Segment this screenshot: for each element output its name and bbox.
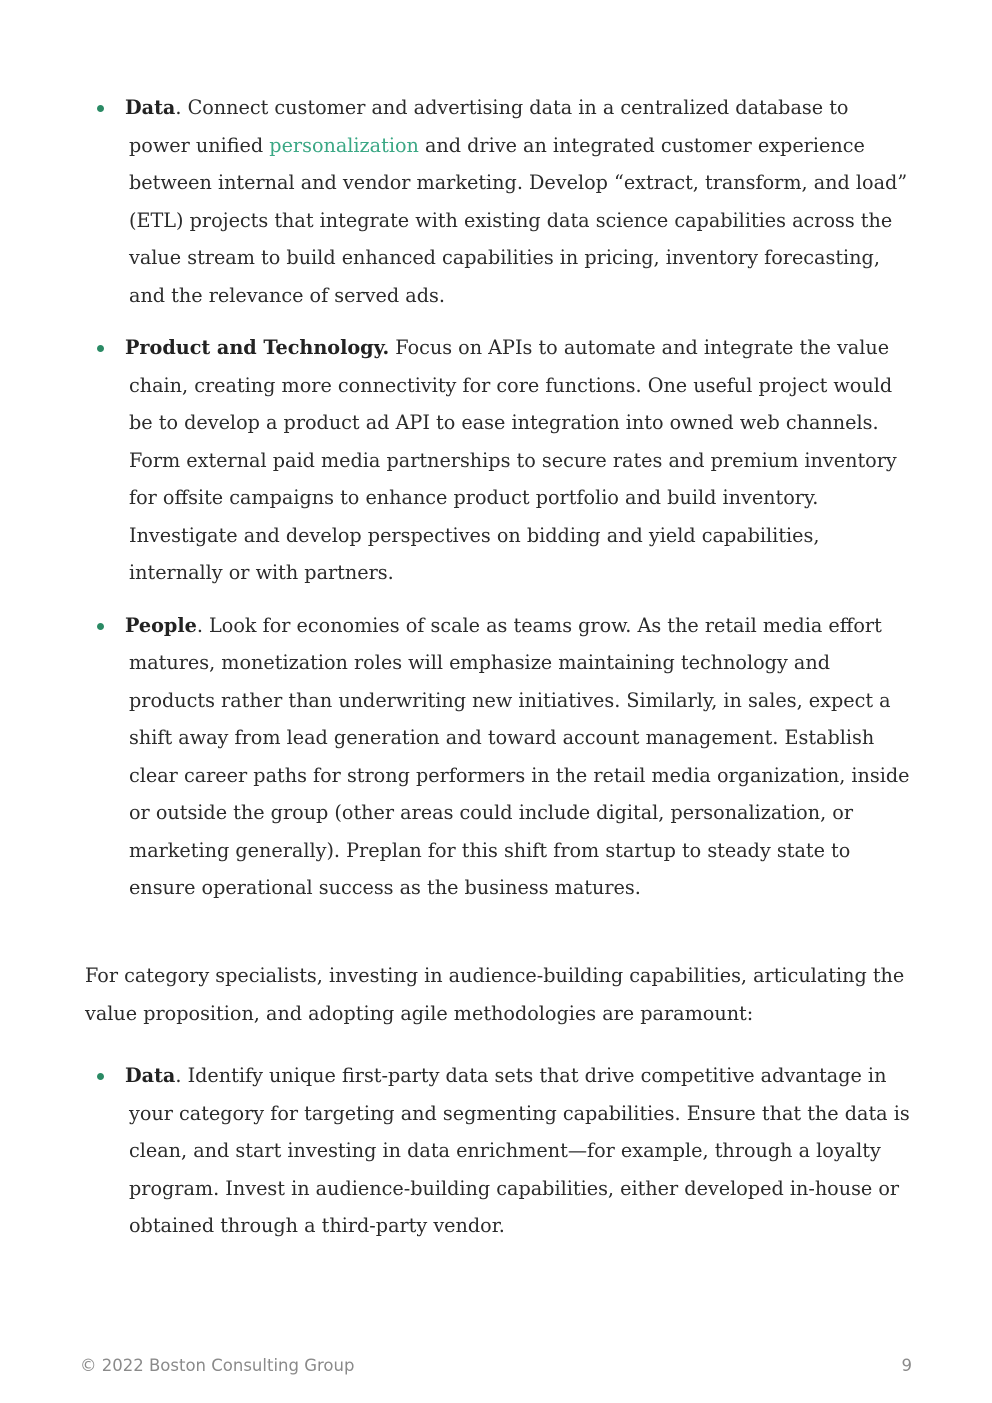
bullet-text bbox=[125, 329, 910, 592]
bullet-text bbox=[125, 1057, 910, 1245]
footer-copyright: © 2022 Boston Consulting Group bbox=[80, 1356, 355, 1375]
bullet-item-data bbox=[125, 89, 910, 314]
bullet-lead: Product and Technology. bbox=[125, 336, 390, 359]
bullet-item-people bbox=[125, 607, 910, 907]
bullet-list-retail-media bbox=[0, 89, 910, 907]
personalization-link[interactable]: personalization bbox=[269, 133, 419, 157]
bullet-body: . Identify unique first-party data sets that drive competitive advantage in your category for targeting and segmenting capabilities. Ensure that the data is clean, and start investing in data enrichment—for example, through a loyalty program. Invest in audience-building capabilities, either developed in-house or obtained through a third-party vendor. bbox=[129, 1064, 910, 1237]
bullet-body-pre: . Connect customer and advertising data in a centralized database to power unified bbox=[129, 96, 849, 157]
body-paragraph: For category specialists, investing in audience-building capabilities, articulating the value proposition, and adopting agile methodologies are paramount: bbox=[85, 964, 905, 1025]
bullet-item-data bbox=[125, 1057, 910, 1245]
bullet-body: . Look for economies of scale as teams grow. As the retail media effort matures, monetization roles will emphasize maintaining technology and products rather than underwriting new initiatives. Similarly, in sales, expect a shift away from lead generation and toward account management. Establish clear career paths for strong performers in the retail media organization, inside or outside the group (other areas could include digital, personalization, or marketing generally). Preplan for this shift from startup to steady state to ensure operational success as the business matures. bbox=[129, 613, 910, 899]
bullet-dot-icon bbox=[97, 623, 104, 630]
footer-page-number: 9 bbox=[901, 1356, 912, 1375]
bullet-text bbox=[125, 89, 910, 314]
bullet-dot-icon bbox=[97, 1073, 104, 1080]
bullet-list-category-specialists bbox=[0, 1057, 910, 1245]
bullet-lead: People bbox=[125, 613, 197, 637]
bullet-body-post: and drive an integrated customer experience between internal and vendor marketing. Develop “extract, transform, and load” (ETL) projects that integrate with existing data science capabilities across the value stream to build enhanced capabilities in pricing, inventory forecasting, and the relevance of served ads. bbox=[129, 133, 908, 307]
bullet-text bbox=[125, 607, 910, 907]
bullet-body: Focus on APIs to automate and integrate the value chain, creating more connectivity for core functions. One useful project would be to develop a product ad API to ease integration into owned web channels. Form external paid media partnerships to secure rates and premium inventory for offsite campaigns to enhance product portfolio and build inventory. Investigate and develop perspectives on bidding and yield capabilities, internally or with partners. bbox=[129, 336, 897, 584]
bullet-item-product-technology bbox=[125, 329, 910, 592]
bullet-lead: Data bbox=[125, 96, 176, 119]
bullet-lead: Data bbox=[125, 1064, 176, 1087]
bullet-dot-icon bbox=[97, 345, 104, 352]
bullet-dot-icon bbox=[97, 105, 104, 112]
